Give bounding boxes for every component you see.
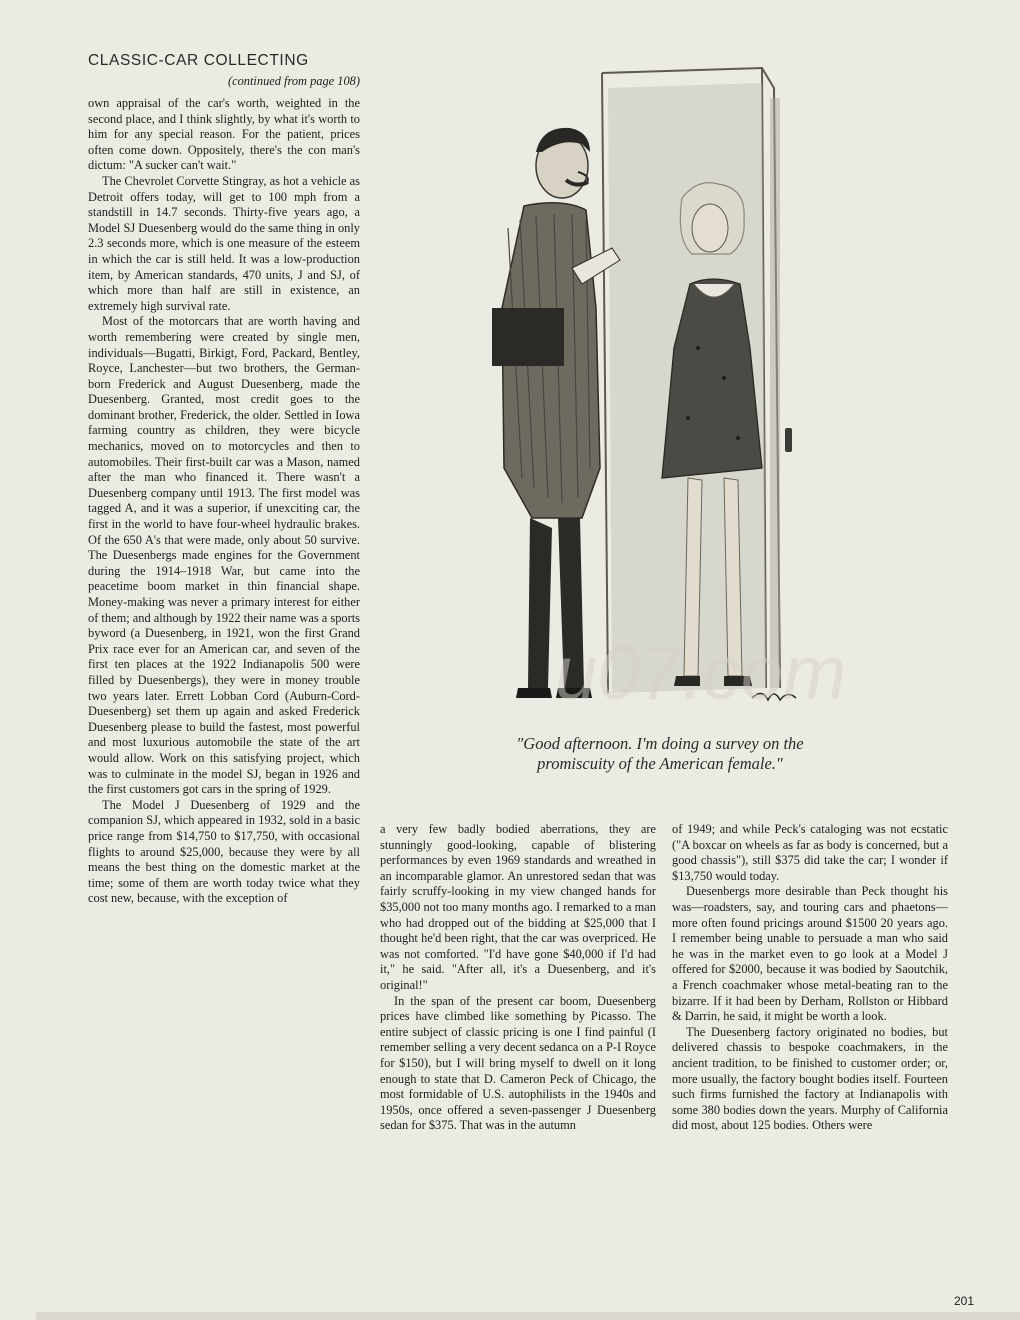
door-edge [770,98,780,688]
paragraph: Duesenbergs more desirable than Peck thought his was—roadsters, say, and touring cars and phaetons—more often found pricings around $1500 20 years ago. I remember being unable to persuade a man who said he was in the market even to go look at a Model J offered for $2000, because it was bodied by Saoutchik, a French coachmaker whose metal-beating ran to the bizarre. If it had been by Derham, Rollston or Hibbard & Darrin, he said, it might be worth a look. [672,884,948,1024]
artist-signature [752,693,796,700]
paragraph: In the span of the present car boom, Duesenberg prices have climbed like something by Picasso. The entire subject of classic pricing is one I find painful (I remember selling a very decent sedanca on a P-I Royce for $150), but I will bring myself to dwell on it long enough to state that D. Cameron Peck of Chicago, the most formidable of U.S. autophilists in the 1940s and 1950s, once offered a seven-passenger J Duesenberg sedan for $375. That was in the autumn [380,993,656,1133]
paragraph: The Duesenberg factory originated no bodies, but delivered chassis to bespoke coachmakers, in the ancient tradition, to be finished to customer order; or, more usually, the factory bought bodies itself. Fourteen such firms furnished the factory at Indianapolis with some 380 bodies down the years. Murphy of California did most, about 125 bodies. Others were [672,1024,948,1133]
watermark: u07.com [555,631,847,716]
paragraph: The Model J Duesenberg of 1929 and the companion SJ, which appeared in 1932, sold in a basic price range from $14,750 to $17,750, with occasional flights to around $25,000, because they were by all means the best thing on the domestic market at the time; some of them are worth today twice what they cost new, because, with the exception of [88,797,360,906]
section-title: CLASSIC-CAR COLLECTING [88,52,309,69]
paragraph: Most of the motorcars that are worth having and worth remembering were created by single men, individuals—Bugatti, Birkigt, Ford, Packard, Bentley, Royce, Lanchester—but two brothers, the German-born Frederick and August Duesenberg, made the Duesenberg. Granted, most credit goes to the dominant brother, Frederick, the older. Settled in Iowa farming country as children, they were bicycle mechanics, moved on to motorcycles and then to automobiles. Their first-built car was a Mason, named after the man who financed it. There wasn't a Duesenberg company until 1913. The first model was tagged A, and it was a superior, if unexciting car, the first in the world to have four-wheel hydraulic brakes. Of the 650 A's that were made, only about 50 survive. The Duesenbergs made engines for the Government during the 1914–1918 War, but came into the peacetime boom market in thin financial shape. Money-making was never a primary interest for either of them; and although by 1922 their name was a sports byword (a Duesenberg, in 1921, won the first Grand Prix race ever for an American car, and seven of the first ten places at the 1922 Indianapolis 500 were filled by Duesenbergs), they were in money trouble two years later. Errett Lobban Cord (Auburn-Cord-Duesenberg) set them up again and asked Frederick Duesenberg please to build the fastest, most powerful and most luxurious automobile the state of the art would allow. Work on this satisfying project, which was to culminate in the model SJ, began in 1926 and the first customers got cars in the spring of 1929. [88,314,360,797]
page-edge [36,1312,1020,1320]
paragraph: a very few badly bodied aberrations, they are stunningly good-looking, capable of blistering performances by even 1969 standards and wreathed in an incomparable glamor. An unrestored sedan that was fairly scruffy-looking in my view changed hands for $35,000 not too many months ago. I remarked to a man who had dropped out of the bidding at $25,000 that I thought he'd been right, that the car was overpriced. He was not comforted. "I'd have gone $40,000 if I'd had it," he said. "After all, it's a Duesenberg, and it's original!" [380,822,656,992]
paragraph: of 1949; and while Peck's cataloging was not ecstatic ("A boxcar on wheels as far as body is concerned, but a good chassis"), still $375 did take the car; I wonder if $13,750 would today. [672,822,948,883]
text-column-1 [88,96,360,907]
paragraph: The Chevrolet Corvette Stingray, as hot a vehicle as Detroit offers today, will get to 100 mph from a standstill in 14.7 seconds. Thirty-five years ago, a Model SJ Duesenberg would do the same thing in only 2.3 seconds more, which is one measure of the esteem in which the car is still held. It was a low-production item, by American standards, 470 units, J and SJ, of which more than half are still in existence, an extremely high survival rate. [88,173,360,313]
text-column-3 [672,822,948,1134]
continued-note: (continued from page 108) [227,74,360,88]
cartoon-caption [430,734,890,774]
caption-line: promiscuity of the American female." [537,754,783,773]
man-figure [492,128,620,698]
text-column-2 [380,822,656,1134]
paragraph: own appraisal of the car's worth, weighted in the second place, and I think slightly, by what it's worth to him for any special reason. For the patient, prices often come down. Oppositely, there's the con man's dictum: "A sucker can't wait." [88,96,360,173]
cartoon-illustration [462,48,822,728]
page-number: 201 [954,1294,975,1308]
caption-line: "Good afternoon. I'm doing a survey on the [516,734,804,753]
door-knob [785,428,792,452]
briefcase [492,308,564,366]
